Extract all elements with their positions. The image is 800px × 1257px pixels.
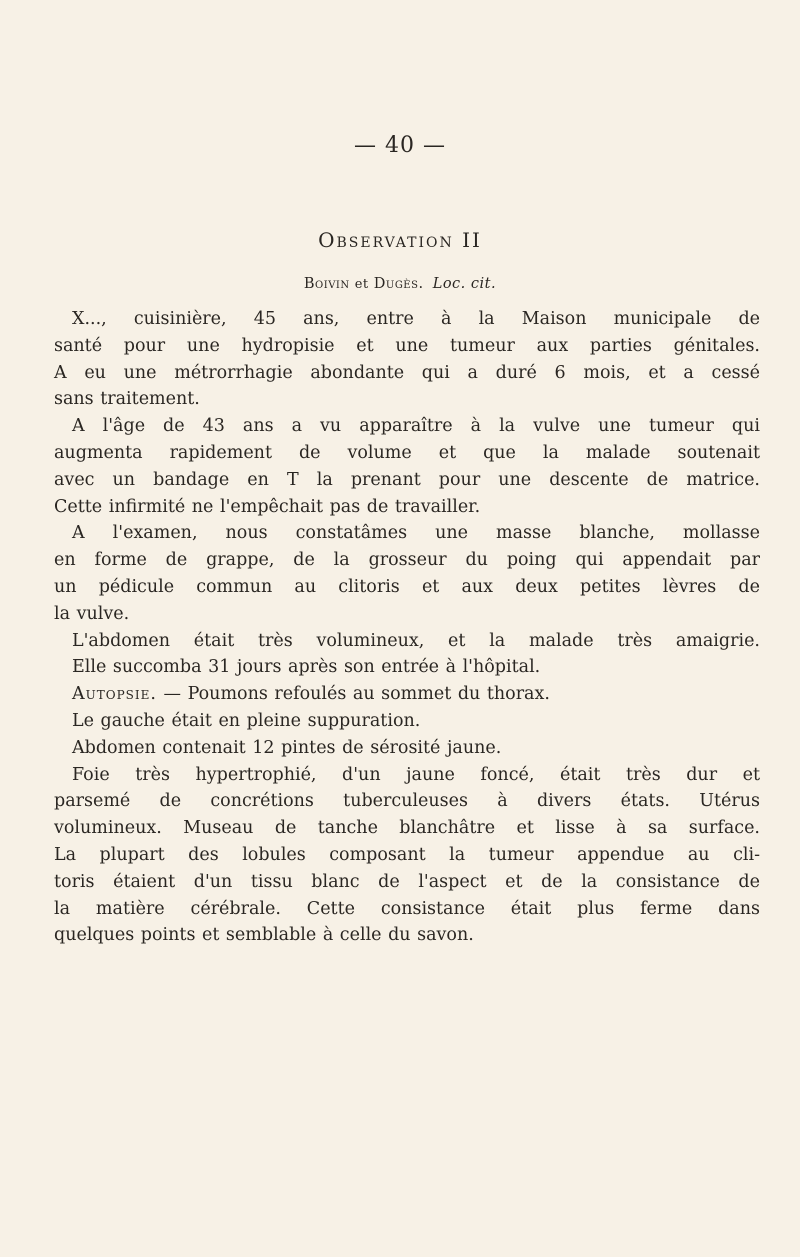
text-line: volumineux. Museau de tanche blanchâtre et lisse à sa surface. xyxy=(54,818,760,839)
byline-conjunction: et xyxy=(354,277,369,292)
author-boivin: Boivin xyxy=(303,276,350,292)
autopsy-line xyxy=(54,681,760,708)
text-line: Le gauche était en pleine suppuration. xyxy=(72,710,421,731)
text-line: en forme de grappe, de la grosseur du poing qui appendait par xyxy=(54,550,760,571)
text-line: A l'âge de 43 ans a vu apparaître à la vulve une tumeur qui xyxy=(72,416,760,437)
text-line: un pédicule commun au clitoris et aux deux petites lèvres de xyxy=(54,576,760,597)
text-line: L'abdomen était très volumineux, et la malade très amaigrie. xyxy=(72,630,760,651)
text-line: sans traitement. xyxy=(54,389,200,410)
author-duges: Dugès. xyxy=(373,276,424,292)
observation-body xyxy=(54,306,760,949)
text-line: santé pour une hydropisie et une tumeur aux parties génitales. xyxy=(54,335,760,356)
text-line: la matière cérébrale. Cette consistance était plus ferme dans xyxy=(54,898,760,919)
citation: Loc. cit. xyxy=(432,276,497,292)
page-number: — 40 — xyxy=(354,133,446,158)
text-line: A eu une métrorrhagie abondante qui a duré 6 mois, et a cessé xyxy=(54,362,760,383)
autopsy-text: — Poumons refoulés au sommet du thorax. xyxy=(156,684,550,705)
text-line: X..., cuisinière, 45 ans, entre à la Maison municipale de xyxy=(72,309,760,329)
text-line: Cette infirmité ne l'empêchait pas de travailler. xyxy=(54,496,481,517)
text-line: Foie très hypertrophié, d'un jaune foncé, était très dur et xyxy=(72,764,760,785)
text-line: La plupart des lobules composant la tumeur appendue au cli- xyxy=(54,844,760,865)
text-line: avec un bandage en T la prenant pour une descente de matrice. xyxy=(54,469,760,490)
text-line: la vulve. xyxy=(54,603,130,624)
text-line: Abdomen contenait 12 pintes de sérosité jaune. xyxy=(72,737,502,758)
text-line: Elle succomba 31 jours après son entrée à l'hôpital. xyxy=(72,657,541,678)
text-line: parsemé de concrétions tuberculeuses à divers états. Utérus xyxy=(54,791,760,812)
byline xyxy=(0,276,800,292)
text-line: toris étaient d'un tissu blanc de l'aspect et de la consistance de xyxy=(54,871,760,892)
text-line: A l'examen, nous constatâmes une masse blanche, mollasse xyxy=(72,523,760,544)
autopsy-label: Autopsie. xyxy=(72,684,157,705)
text-line: augmenta rapidement de volume et que la malade soutenait xyxy=(54,442,760,463)
text-line: quelques points et semblable à celle du savon. xyxy=(54,925,474,946)
observation-title: Observation II xyxy=(318,228,482,252)
